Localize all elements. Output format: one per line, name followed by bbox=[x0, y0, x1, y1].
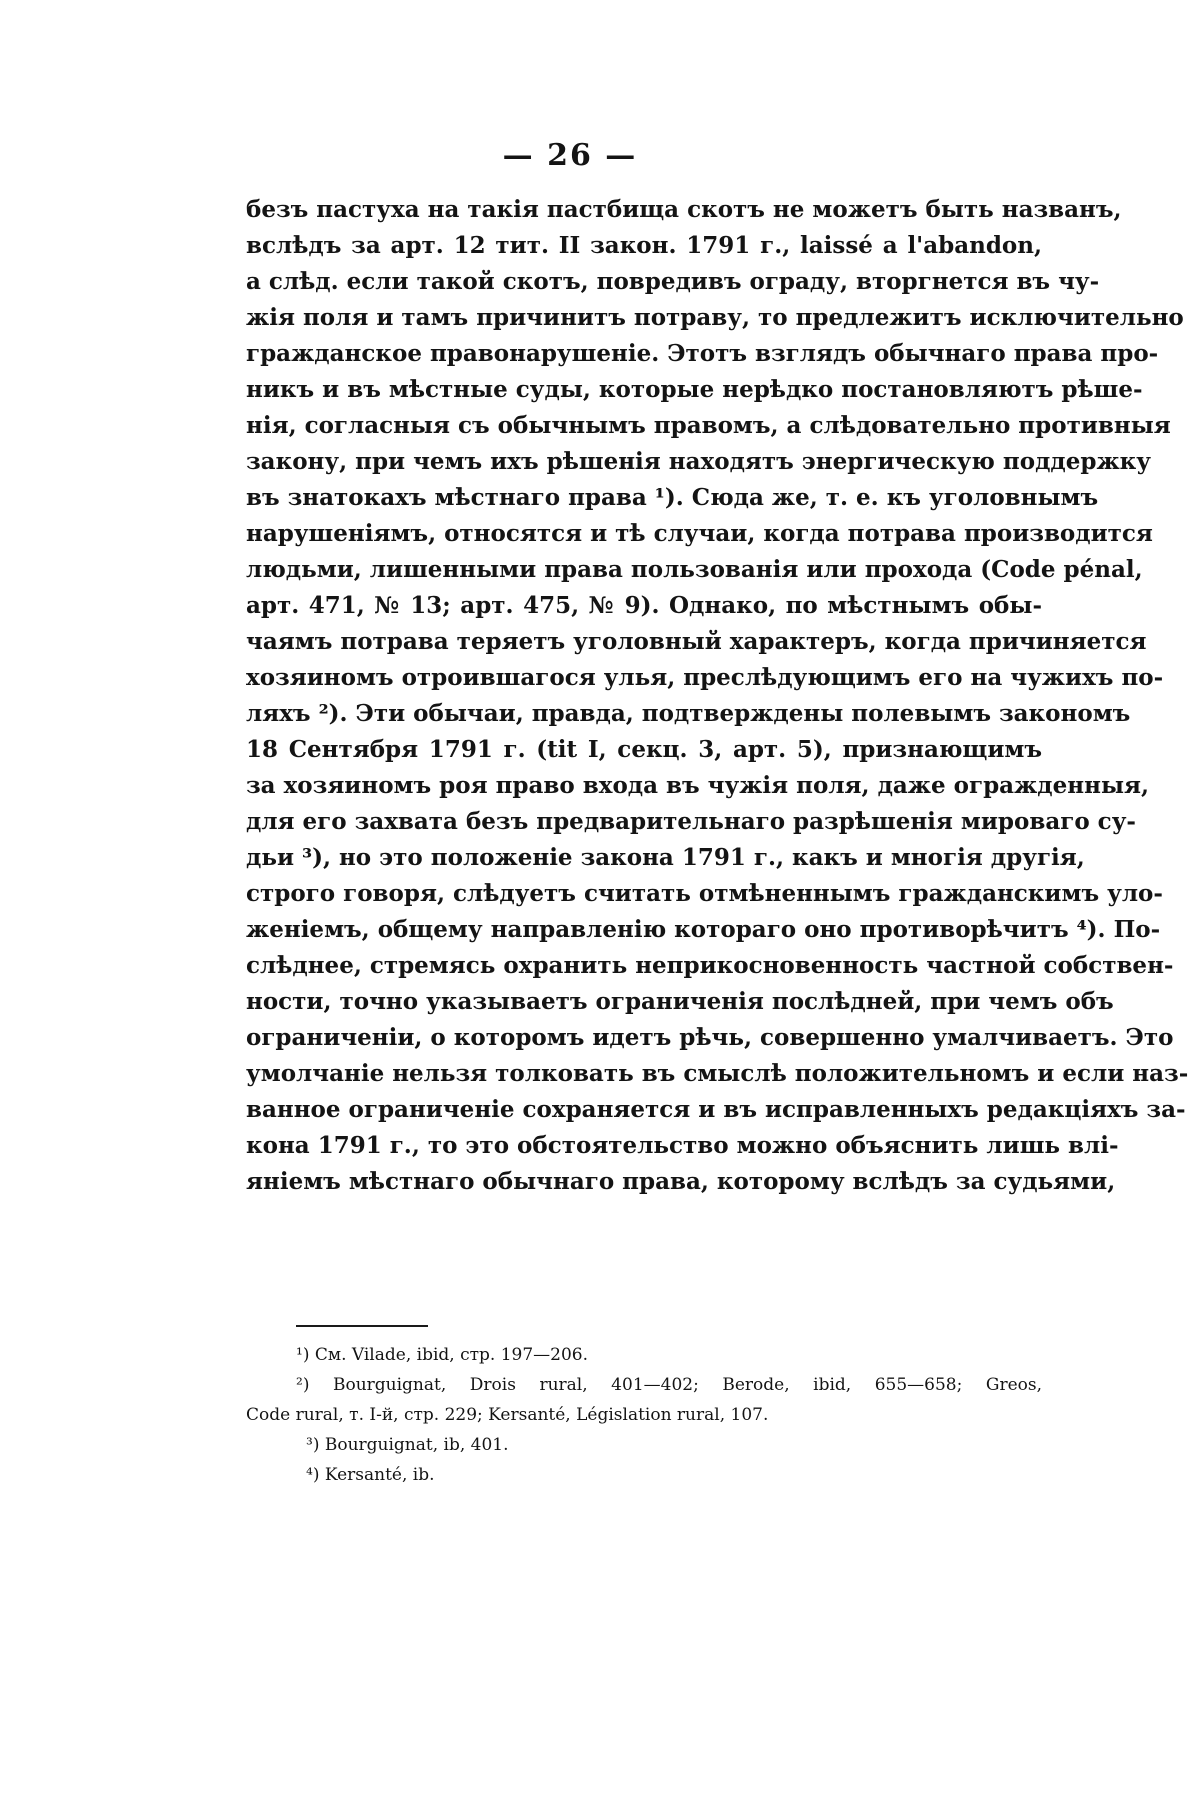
body-line: вслѣдъ за арт. 12 тит. II закон. 1791 г., laissé a l'abandon, bbox=[246, 232, 1042, 259]
body-line: нарушеніямъ, относятся и тѣ случаи, когда потрава производится bbox=[246, 520, 1153, 547]
body-line: жія поля и тамъ причинитъ потраву, то предлежитъ исключительно bbox=[246, 304, 1184, 331]
body-line: дьи ³), но это положеніе закона 1791 г., какъ и многія другія, bbox=[246, 844, 1085, 871]
body-line: арт. 471, № 13; арт. 475, № 9). Однако, по мѣстнымъ обы- bbox=[246, 592, 1042, 619]
body-line: ванное ограниченіе сохраняется и въ исправленныхъ редакціяхъ за- bbox=[246, 1096, 1186, 1123]
body-line: чаямъ потрава теряетъ уголовный характеръ, когда причиняется bbox=[246, 628, 1147, 655]
body-line: закону, при чемъ ихъ рѣшенія находятъ энергическую поддержку bbox=[246, 448, 1152, 475]
body-line: 18 Сентября 1791 г. (tit I, секц. 3, арт. 5), признающимъ bbox=[246, 736, 1042, 763]
body-line: ограниченіи, о которомъ идетъ рѣчь, совершенно умалчиваетъ. Это bbox=[246, 1024, 1174, 1051]
footnote-divider bbox=[296, 1325, 428, 1327]
body-line: ляхъ ²). Эти обычаи, правда, подтверждены полевымъ закономъ bbox=[246, 700, 1131, 727]
body-line: слѣднее, стремясь охранить неприкосновенность частной собствен- bbox=[246, 952, 1174, 979]
body-line: умолчаніе нельзя толковать въ смыслѣ положительномъ и если наз- bbox=[246, 1060, 1188, 1087]
body-line: а слѣд. если такой скотъ, повредивъ ограду, вторгнется въ чу- bbox=[246, 268, 1100, 295]
body-line: въ знатокахъ мѣстнаго права ¹). Сюда же, т. е. къ уголовнымъ bbox=[246, 484, 1099, 511]
body-line: яніемъ мѣстнаго обычнаго права, которому вслѣдъ за судьями, bbox=[246, 1168, 1116, 1195]
footnote-2-continued: Code rural, т. I-й, стр. 229; Kersanté, Législation rural, 107. bbox=[246, 1405, 769, 1425]
page-number: — 26 — bbox=[502, 138, 638, 173]
body-line: хозяиномъ отроившагося улья, преслѣдующимъ его на чужихъ по- bbox=[246, 664, 1164, 691]
footnote-4: ⁴) Kersanté, ib. bbox=[306, 1465, 435, 1485]
footnote-1: ¹) См. Vilade, ibid, стр. 197—206. bbox=[296, 1345, 588, 1365]
footnote-3: ³) Bourguignat, ib, 401. bbox=[306, 1435, 509, 1455]
body-line: за хозяиномъ роя право входа въ чужія поля, даже огражденныя, bbox=[246, 772, 1149, 799]
body-line: для его захвата безъ предварительнаго разрѣшенія мироваго су- bbox=[246, 808, 1136, 835]
body-line: безъ пастуха на такія пастбища скотъ не можетъ быть названъ, bbox=[246, 196, 1122, 223]
body-line: строго говоря, слѣдуетъ считать отмѣненнымъ гражданскимъ уло- bbox=[246, 880, 1163, 907]
body-line: гражданское правонарушеніе. Этотъ взглядъ обычнаго права про- bbox=[246, 340, 1159, 367]
body-line: никъ и въ мѣстные суды, которые нерѣдко постановляютъ рѣше- bbox=[246, 376, 1143, 403]
body-line: женіемъ, общему направленію котораго оно противорѣчитъ ⁴). По- bbox=[246, 916, 1161, 943]
body-line: кона 1791 г., то это обстоятельство можно объяснить лишь влі- bbox=[246, 1132, 1119, 1159]
body-line: людьми, лишенными права пользованія или прохода (Code pénal, bbox=[246, 556, 1143, 583]
body-line: ности, точно указываетъ ограниченія послѣдней, при чемъ объ bbox=[246, 988, 1114, 1015]
footnote-2: ²) Bourguignat, Drois rural, 401—402; Berode, ibid, 655—658; Greos, bbox=[296, 1375, 1042, 1395]
body-line: нія, согласныя съ обычнымъ правомъ, а слѣдовательно противныя bbox=[246, 412, 1171, 439]
